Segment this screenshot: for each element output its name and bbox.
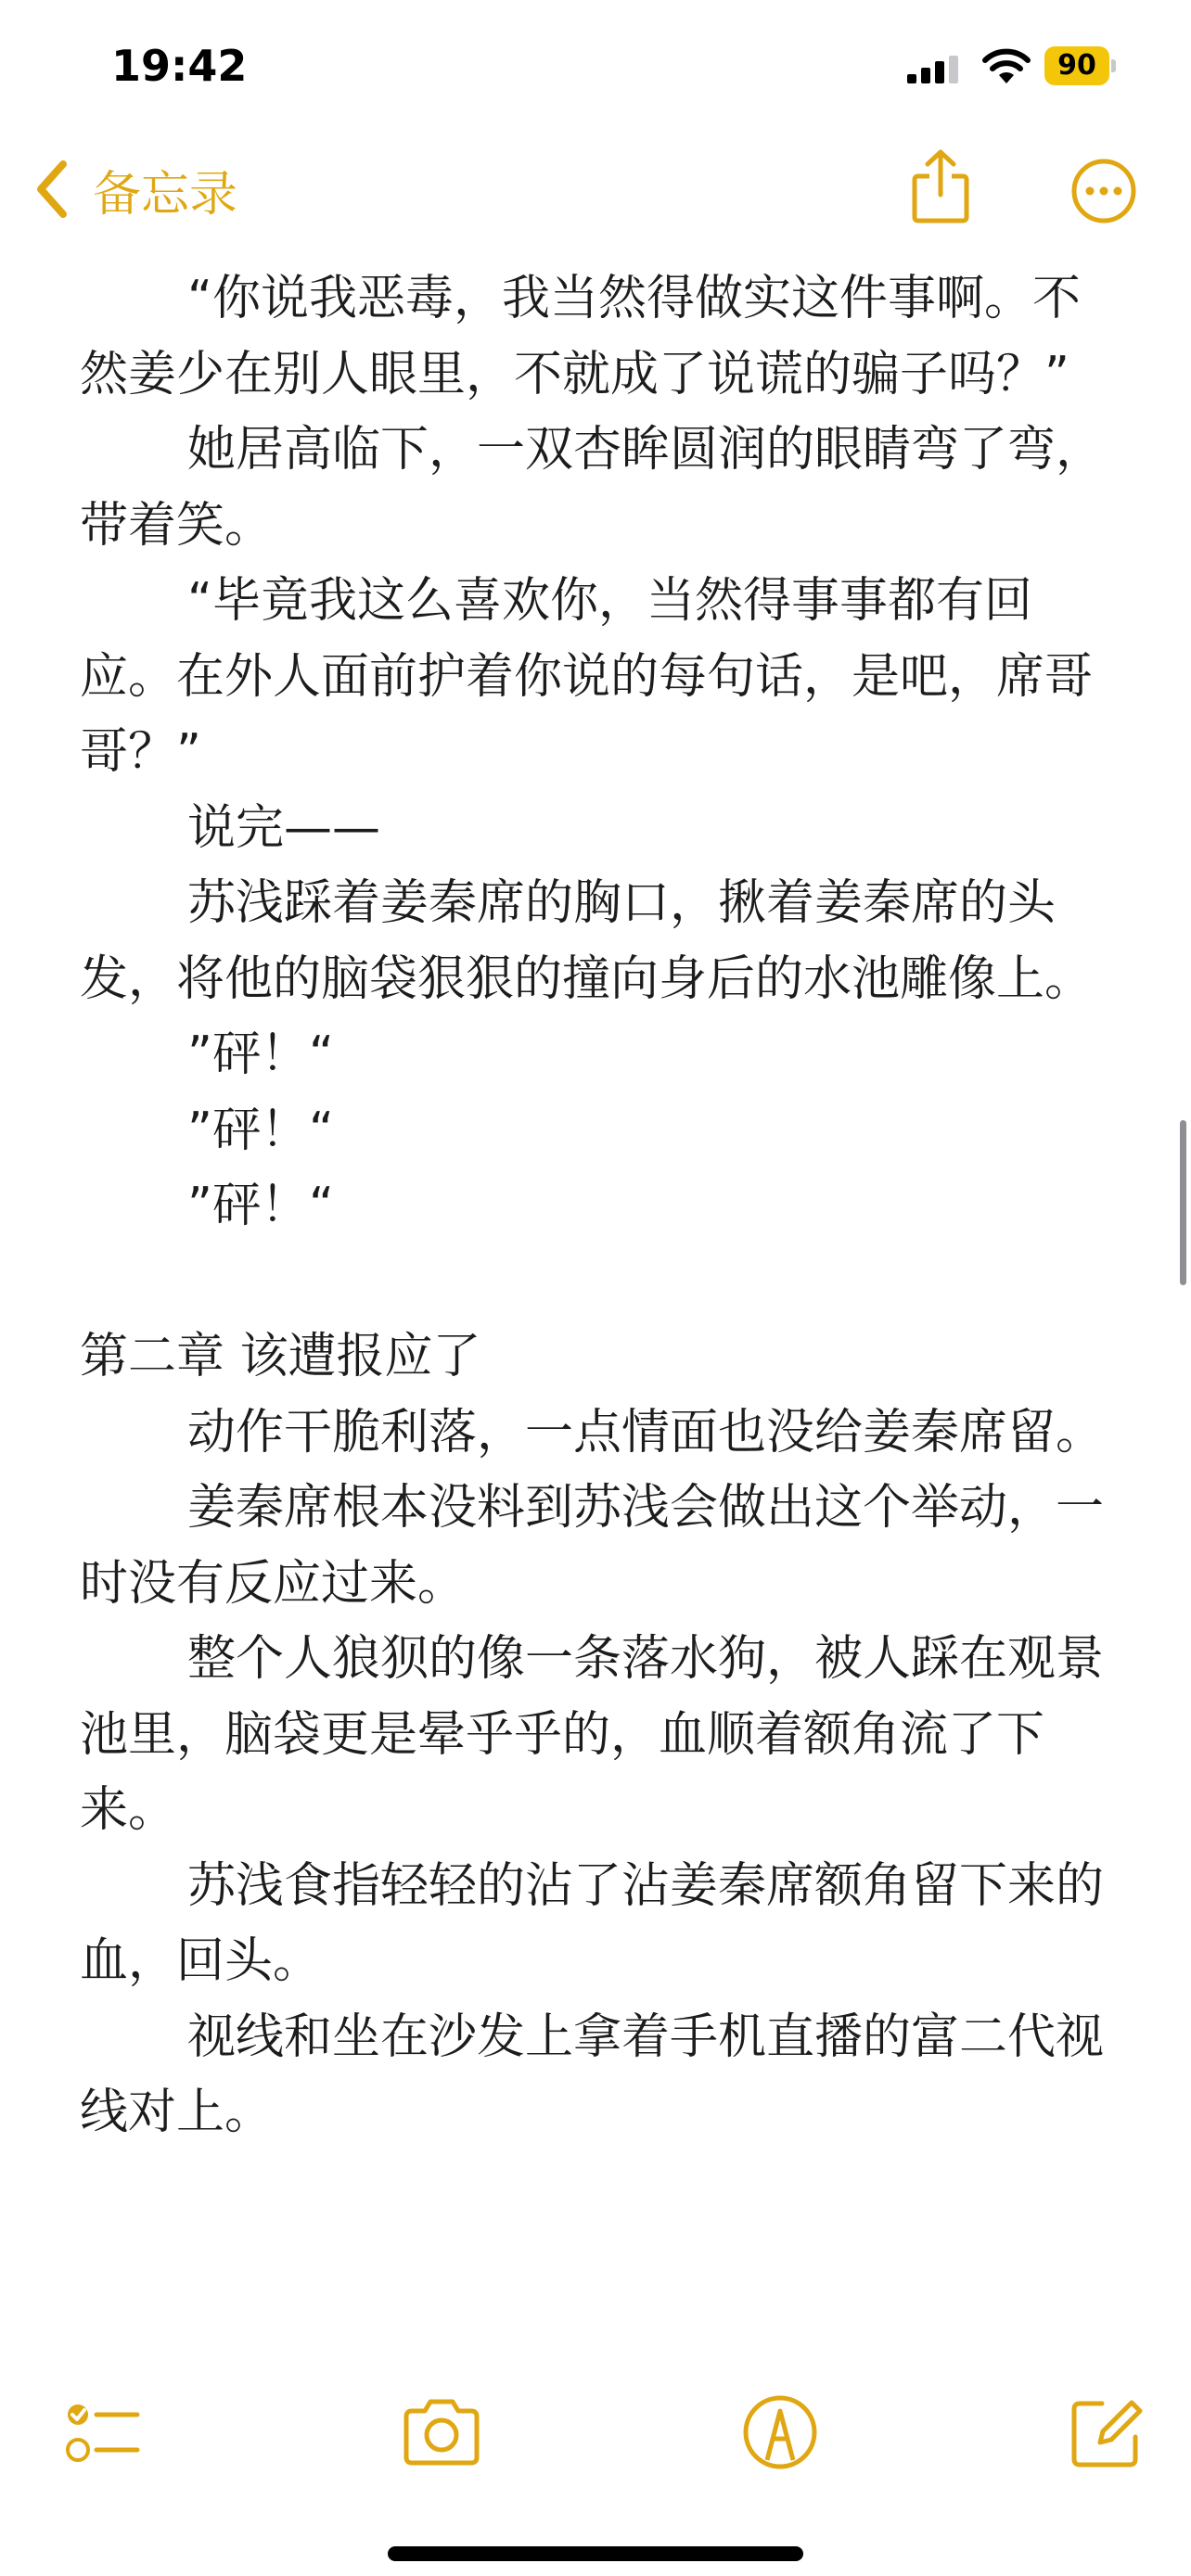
share-icon[interactable] — [911, 148, 970, 224]
note-paragraph: 苏浅食指轻轻的沾了沾姜秦席额角留下来的血，回头。 — [80, 1857, 1105, 1989]
markup-icon[interactable] — [738, 2391, 822, 2474]
note-paragraph: ”砰！“ — [187, 1027, 334, 1082]
chevron-left-icon — [33, 159, 70, 220]
more-icon[interactable] — [1070, 158, 1137, 224]
back-button[interactable] — [33, 154, 237, 224]
note-paragraph: “毕竟我这么喜欢你，当然得事事都有回应。在外人面前护着你说的每句话，是吧，席哥哥？” — [80, 573, 1094, 780]
note-paragraph: 说完—— — [187, 799, 381, 856]
wifi-icon — [981, 48, 1031, 85]
note-paragraph: 动作干脆利落，一点情面也没给姜秦席留。 — [187, 1404, 1105, 1460]
home-indicator[interactable] — [388, 2546, 803, 2561]
checklist-icon[interactable] — [59, 2391, 143, 2474]
battery-icon — [1044, 46, 1115, 85]
note-paragraph: 苏浅踩着姜秦席的胸口，揪着姜秦席的头发，将他的脑袋狠狠的撞向身后的水池雕像上。 — [80, 875, 1094, 1007]
note-paragraph: 整个人狼狈的像一条落水狗，被人踩在观景池里，脑袋更是晕乎乎的，血顺着额角流了下来。 — [80, 1631, 1105, 1838]
note-paragraph: 她居高临下，一双杏眸圆润的眼睛弯了弯，带着笑。 — [80, 422, 1105, 554]
note-paragraph: 姜秦席根本没料到苏浅会做出这个举动，一时没有反应过来。 — [80, 1480, 1105, 1612]
note-paragraph: ”砰！“ — [187, 1178, 334, 1233]
note-paragraph: 视线和坐在沙发上拿着手机直播的富二代视线对上。 — [80, 2009, 1105, 2140]
scrollbar[interactable] — [1180, 1120, 1186, 1285]
status-bar — [0, 0, 1191, 130]
note-paragraph: “你说我恶毒，我当然得做实这件事啊。不然姜少在别人眼里，不就成了说谎的骗子吗？” — [80, 271, 1081, 402]
note-body[interactable] — [80, 261, 1119, 2151]
battery-level: 90 — [1057, 49, 1096, 82]
cellular-signal-icon — [907, 56, 959, 83]
bottom-toolbar — [0, 2391, 1191, 2493]
note-paragraph: ”砰！“ — [187, 1102, 334, 1158]
status-time: 19:42 — [111, 41, 248, 91]
note-blank-line — [80, 1244, 1119, 1320]
compose-icon[interactable] — [1065, 2391, 1148, 2474]
camera-icon[interactable] — [399, 2391, 484, 2474]
back-label: 备忘录 — [93, 166, 238, 223]
nav-bar — [0, 130, 1191, 260]
chapter-heading: 第二章 该遭报应了 — [80, 1329, 481, 1384]
